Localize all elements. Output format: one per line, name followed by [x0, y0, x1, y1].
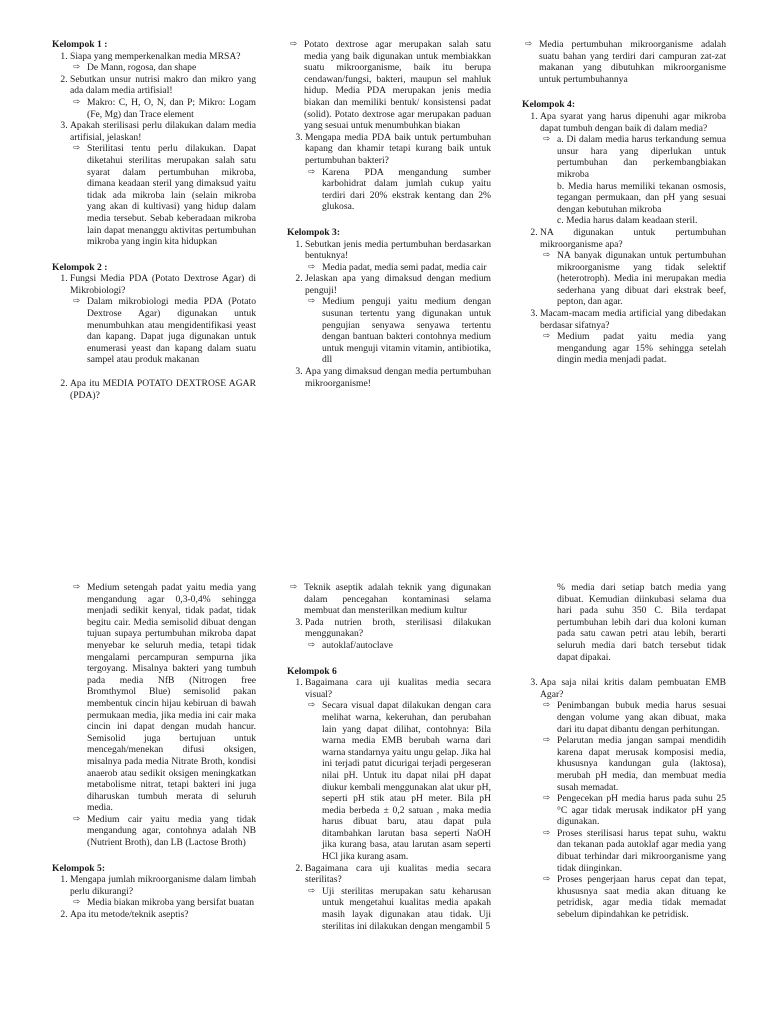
kelompok-2-questions — [52, 273, 256, 401]
question-text: 1. Bagaimana cara uji kualitas media secara visual? — [305, 677, 491, 700]
answer-text: Proses sterilisasi harus tepat suhu, waktu dan tekanan pada autoklaf agar media yang dibuat terhindar dari mikroorganisme yang tidak diinginkan. — [557, 827, 726, 874]
question-text: 2. Apa itu MEDIA POTATO DEXTROSE AGAR (PDA)? — [70, 378, 256, 401]
question-text: 1. Mengapa jumlah mikroorganisme dalam limbah perlu dikurangi? — [70, 874, 256, 897]
kelompok-6-questions — [287, 677, 491, 932]
arrow-right-outline-icon: ⇨ — [73, 62, 81, 73]
answer-text: Uji sterilitas merupakan satu keharusan untuk mengetahui kualitas media apakah masih layak digunakan atau tidak. Uji sterilitas ini dilakukan dengan mengambil 5 — [322, 885, 491, 932]
answer — [540, 874, 726, 920]
kelompok-1-heading: Kelompok 1 : — [52, 39, 108, 50]
answer-text: Makro: C, H, O, N, dan P; Mikro: Logam (Fe, Mg) dan Trace element — [87, 96, 256, 120]
kelompok-3 — [287, 227, 491, 389]
question-item — [70, 909, 256, 921]
answer — [70, 814, 256, 849]
arrow-right-outline-icon: ⇨ — [308, 296, 316, 307]
question-item — [70, 273, 256, 378]
answer — [305, 640, 491, 652]
answer-text: Potato dextrose agar merupakan salah satu media yang baik digunakan untuk membiakkan suatu mikroorganisme, baik itu berupa cendawan/fungsi, bakteri, maupun sel mahluk hidup. Media PDA merupakan jenis media biakan dan memiliki bentuk/ konsistensi padat (solid). Potato dextrose agar merupakan paduan yang sesuai untuk menumbuhkan biakan — [304, 39, 491, 132]
top-column-3 — [522, 39, 726, 380]
kelompok-5-heading: Kelompok 5: — [52, 862, 106, 874]
question-item — [540, 227, 726, 308]
answer-text: Medium padat yaitu media yang mengandung agar 15% sehingga setelah dingin media menjadi padat. — [557, 331, 726, 366]
question-item — [305, 239, 491, 274]
answer — [305, 700, 491, 862]
answer-text: De Mann, rogosa, dan shape — [87, 62, 197, 74]
arrow-right-outline-icon: ⇨ — [308, 261, 316, 272]
answer — [70, 97, 256, 120]
kelompok-4 — [522, 99, 726, 366]
answer — [540, 793, 726, 828]
question-text: 1. Siapa yang memperkenalkan media MRSA? — [70, 50, 241, 62]
arrow-right-outline-icon: ⇨ — [525, 39, 533, 49]
answer — [70, 296, 256, 366]
answer-text: c. Media harus dalam keadaan steril. — [557, 215, 698, 227]
question-text: 3. Apa saja nilai kritis dalam pembuatan EMB Agar? — [540, 677, 726, 700]
arrow-right-outline-icon: ⇨ — [73, 143, 81, 154]
kelompok-2-continued — [287, 39, 491, 213]
arrow-right-outline-icon: ⇨ — [73, 96, 81, 107]
arrow-right-outline-icon: ⇨ — [543, 250, 551, 261]
question-item — [540, 677, 726, 920]
question-item — [70, 378, 256, 401]
arrow-right-outline-icon: ⇨ — [290, 582, 298, 592]
answer-text: NA banyak digunakan untuk pertumbuhan mikroorganisme yang tidak selektif (heterotroph). Media ini merupakan media sederhana yang dibuat dari ekstrak beef, pepton, dan agar. — [557, 250, 726, 308]
answer — [287, 39, 491, 132]
question-text: 1. Apa syarat yang harus dipenuhi agar mikroba dapat tumbuh dengan baik di dalam media? — [540, 110, 726, 134]
kelompok-6-heading: Kelompok 6 — [287, 665, 337, 677]
question-text: 2. Bagaimana cara uji kualitas media secara sterilitas? — [305, 862, 491, 886]
answer — [70, 897, 256, 909]
question-item — [305, 617, 491, 652]
kelompok-3-heading: Kelompok 3: — [287, 226, 341, 238]
answer-text: Medium cair yaitu media yang tidak mengandung agar, contohnya adalah NB (Nutrient Broth), dan LB (Lactose Broth) — [87, 813, 256, 849]
question-item — [305, 366, 491, 389]
kelompok-3-continued — [522, 39, 726, 85]
question-text: 3. Pada nutrien broth, sterilisasi dilakukan menggunakan? — [305, 616, 491, 640]
top-column-2 — [287, 39, 491, 403]
top-column-1 — [52, 39, 256, 415]
answer — [522, 39, 726, 85]
answer-text: Penimbangan bubuk media harus sesuai dengan volume yang akan dibuat, maka dari itu dapat dibantu dengan perhitungan. — [557, 700, 726, 735]
answer-text: Pelarutan media jangan sampai mendidih karena dapat merusak komposisi media, khususnya kandungan gula (laktosa), merubah pH media, dan membuat media susah memadat. — [557, 735, 726, 793]
arrow-right-outline-icon: ⇨ — [543, 793, 551, 804]
kelompok-5-questions — [52, 874, 256, 920]
arrow-right-outline-icon: ⇨ — [73, 897, 81, 908]
arrow-right-outline-icon: ⇨ — [543, 331, 551, 342]
question-text: 3. Mengapa media PDA baik untuk pertumbuhan kapang dan khamir tetapi kurang baik untuk pertumbuhan bakteri? — [305, 131, 491, 166]
question-item — [70, 120, 256, 248]
answer-continuation — [540, 181, 726, 216]
kelompok-2-heading: Kelompok 2 : — [52, 261, 108, 273]
question-text: 1. Fungsi Media PDA (Potato Dextrose Agar) di Mikrobiologi? — [70, 273, 256, 296]
bottom-column-3 — [522, 582, 726, 921]
answer-text: Media pertumbuhan mikroorganisme adalah suatu bahan yang terdiri dari campuran zat-zat makanan yang dibutuhkan mikroorganisme untuk pertumbuhannya — [539, 39, 726, 85]
kelompok-5-continued — [287, 582, 491, 652]
answer-text: Media biakan mikroba yang bersifat buatan — [87, 897, 255, 909]
question-text: 3. Macam-macam media artificial yang dibedakan berdasar sifatnya? — [540, 308, 726, 331]
question-text: 3. Apa yang dimaksud dengan media pertumbuhan mikroorganisme! — [305, 366, 491, 389]
question-item — [305, 132, 491, 213]
kelompok-6 — [287, 666, 491, 933]
answer — [540, 700, 726, 735]
answer — [305, 886, 491, 932]
answer-text: Medium setengah padat yaitu media yang mengandung agar 0,3-0,4% sehingga menjadi sedikit kenyal, tidak padat, tidak begitu cair. Media semisolid dibuat dengan tujuan supaya pertumbuhan mikroba dapat menyebar ke seluruh media, tetapi tidak mengalami percampuran sempurna jika tergoyang. Misalnya bakteri yang tumbuh pada media NfB (Nitrogen free Bromthymol Blue) semisolid pakan membentuk cincin hijau kebiruan di bawah permukaan media, jika media ini cair maka cincin ini dapat dengan mudah hancur. Semisolid juga bertujuan untuk mencegah/menekan difusi oksigen, misalnya pada media Nitrate Broth, kondisi anaerob atau sedikit oksigen meningkatkan metabolisme nitrat, tetapi bakteri ini juga diharuskan tumbuh merata di seluruh media. — [87, 582, 256, 814]
answer-text: Karena PDA mengandung sumber karbohidrat dalam jumlah cukup yaitu terdiri dari 20% ekstrak kentang dan 2% glukosa. — [322, 166, 491, 213]
question-item — [70, 874, 256, 909]
answer — [540, 250, 726, 308]
answer — [540, 134, 726, 180]
arrow-right-outline-icon: ⇨ — [543, 735, 551, 746]
kelompok-1 — [52, 39, 256, 248]
kelompok-2-questions-continued — [287, 132, 491, 213]
answer-text: Proses pengerjaan harus cepat dan tepat, khususnya saat media akan dituang ke petridisk, agar media tidak memadat sebelum dipindahkan ke petridisk. — [557, 874, 726, 921]
answer-text: a. Di dalam media harus terkandung semua unsur hara yang diperlukan untuk pertumbuhan dan perkembangbiakan mikroba — [557, 134, 726, 180]
kelompok-6-continued — [522, 582, 726, 663]
kelompok-2 — [52, 262, 256, 402]
kelompok-6-questions-continued — [522, 677, 726, 920]
answer — [305, 262, 491, 274]
answer — [70, 143, 256, 247]
answer-text: Sterilitasi tentu perlu dilakukan. Dapat diketahui sterilitas merupakan salah satu syarat dalam pertumbuhan mikroba, dimana keadaan steril yang dimaksud yaitu tidak ada mikroba lain (selain mikroba yang akan di kultivasi) yang hidup dalam media tersebut. Sebab keberadaan mikroba lain dapat menanggu aktivitas pertumbuhan mikroba yang ingin kita hidupkan — [87, 143, 256, 248]
kelompok-4-heading: Kelompok 4: — [522, 99, 576, 111]
question-item — [305, 273, 491, 366]
answer — [305, 167, 491, 213]
question-item — [305, 863, 491, 933]
answer-text: autoklaf/autoclave — [322, 639, 393, 651]
bottom-column-1 — [52, 582, 256, 935]
question-item — [540, 308, 726, 366]
answer-text: Dalam mikrobiologi media PDA (Potato Dextrose Agar) digunakan untuk menumbuhkan atau mengidentifikasi yeast dan kapang. Dapat juga digunakan untuk enumerasi yeast dan kapang dalam suatu sampel atau produk makanan — [87, 296, 256, 366]
answer-text: Secara visual dapat dilakukan dengan cara melihat warna, kekeruhan, dan perubahan lain yang dapat dilihat, contohnya: Bila warna media EMB berubah warna dari warna standarnya yaitu ungu gelap. Jika hal ini terjadi patut dicurigai terjadi pergeseran nilai pH. Untuk itu dapat nilai pH dapat diukur kembali menggunakan alat ukur pH, seperti pH stik atau pH meter. Bila pH media berbeda ± 0,2 satuan , maka media harus dibuat baru, atau dapat pula ditambahkan larutan basa seperti NaOH jika kurang basa, atau larutan asam seperti HCl jika kurang asam. — [322, 700, 491, 863]
arrow-right-outline-icon: ⇨ — [543, 874, 551, 885]
question-text: 3. Apakah sterilisasi perlu dilakukan dalam media artifisial, jelaskan! — [70, 120, 256, 143]
answer-text: b. Media harus memiliki tekanan osmosis, tegangan permukaan, dan pH yang sesuai dengan kebutuhan mikroba — [557, 180, 726, 215]
answer-text: Pengecekan pH media harus pada suhu 25 °C agar tidak merusak indikator pH yang digunakan. — [557, 793, 726, 828]
question-text: 2. Sebutkan unsur nutrisi makro dan mikro yang ada dalam media artifisial! — [70, 73, 256, 97]
arrow-right-outline-icon: ⇨ — [308, 639, 316, 650]
bottom-column-2 — [287, 582, 491, 946]
answer — [305, 296, 491, 366]
answer — [540, 331, 726, 366]
question-text: 2. NA digunakan untuk pertumbuhan mikroorganisme apa? — [540, 226, 726, 250]
answer-text: Teknik aseptik adalah teknik yang digunakan dalam pencegahan kontaminasi selama membuat dan mensterilkan medium kultur — [304, 582, 491, 617]
kelompok-1-questions — [52, 51, 256, 248]
question-text: 2. Apa itu metode/teknik aseptis? — [70, 909, 189, 921]
kelompok-4-continued — [52, 582, 256, 849]
kelompok-5 — [52, 863, 256, 921]
arrow-right-outline-icon: ⇨ — [308, 166, 316, 177]
arrow-right-outline-icon: ⇨ — [290, 39, 298, 49]
question-item — [70, 51, 256, 74]
answer-continuation — [540, 215, 726, 227]
arrow-right-outline-icon: ⇨ — [73, 582, 81, 592]
question-text: 1. Sebutkan jenis media pertumbuhan berdasarkan bentuknya! — [305, 238, 491, 262]
answer — [540, 735, 726, 793]
arrow-right-outline-icon: ⇨ — [543, 134, 551, 145]
arrow-right-outline-icon: ⇨ — [543, 700, 551, 711]
answer-continuation — [540, 582, 726, 663]
question-text: 2. Jelaskan apa yang dimaksud dengan medium penguji! — [305, 273, 491, 296]
arrow-right-outline-icon: ⇨ — [543, 827, 551, 838]
question-item — [305, 677, 491, 863]
answer-text: Media padat, media semi padat, media cair — [322, 261, 487, 273]
arrow-right-outline-icon: ⇨ — [73, 296, 81, 307]
answer — [540, 828, 726, 874]
answer — [70, 62, 256, 74]
kelompok-3-questions — [287, 239, 491, 390]
answer-text: % media dari setiap batch media yang dibuat. Kemudian diinkubasi selama dua hari pada suhu 350 C. Bila terdapat pertumbuhan lebih dari dua koloni kuman pada satu cawan petri atau lebih, berarti seluruh media dari batch tersebut tidak dapat dipakai. — [557, 582, 726, 663]
kelompok-5-questions-continued — [287, 617, 491, 652]
arrow-right-outline-icon: ⇨ — [308, 885, 316, 896]
arrow-right-outline-icon: ⇨ — [73, 813, 81, 824]
kelompok-4-questions — [522, 111, 726, 366]
answer-text: Medium penguji yaitu medium dengan susunan tertentu yang digunakan untuk pengujian senyawa senyawa tertentu dengan bantuan bakteri contohnya medium untuk menguji vitamin vitamin, antibiotika, dll — [322, 296, 491, 366]
question-item — [540, 111, 726, 227]
answer — [70, 582, 256, 814]
answer — [287, 582, 491, 617]
arrow-right-outline-icon: ⇨ — [308, 700, 316, 711]
question-item — [70, 74, 256, 120]
